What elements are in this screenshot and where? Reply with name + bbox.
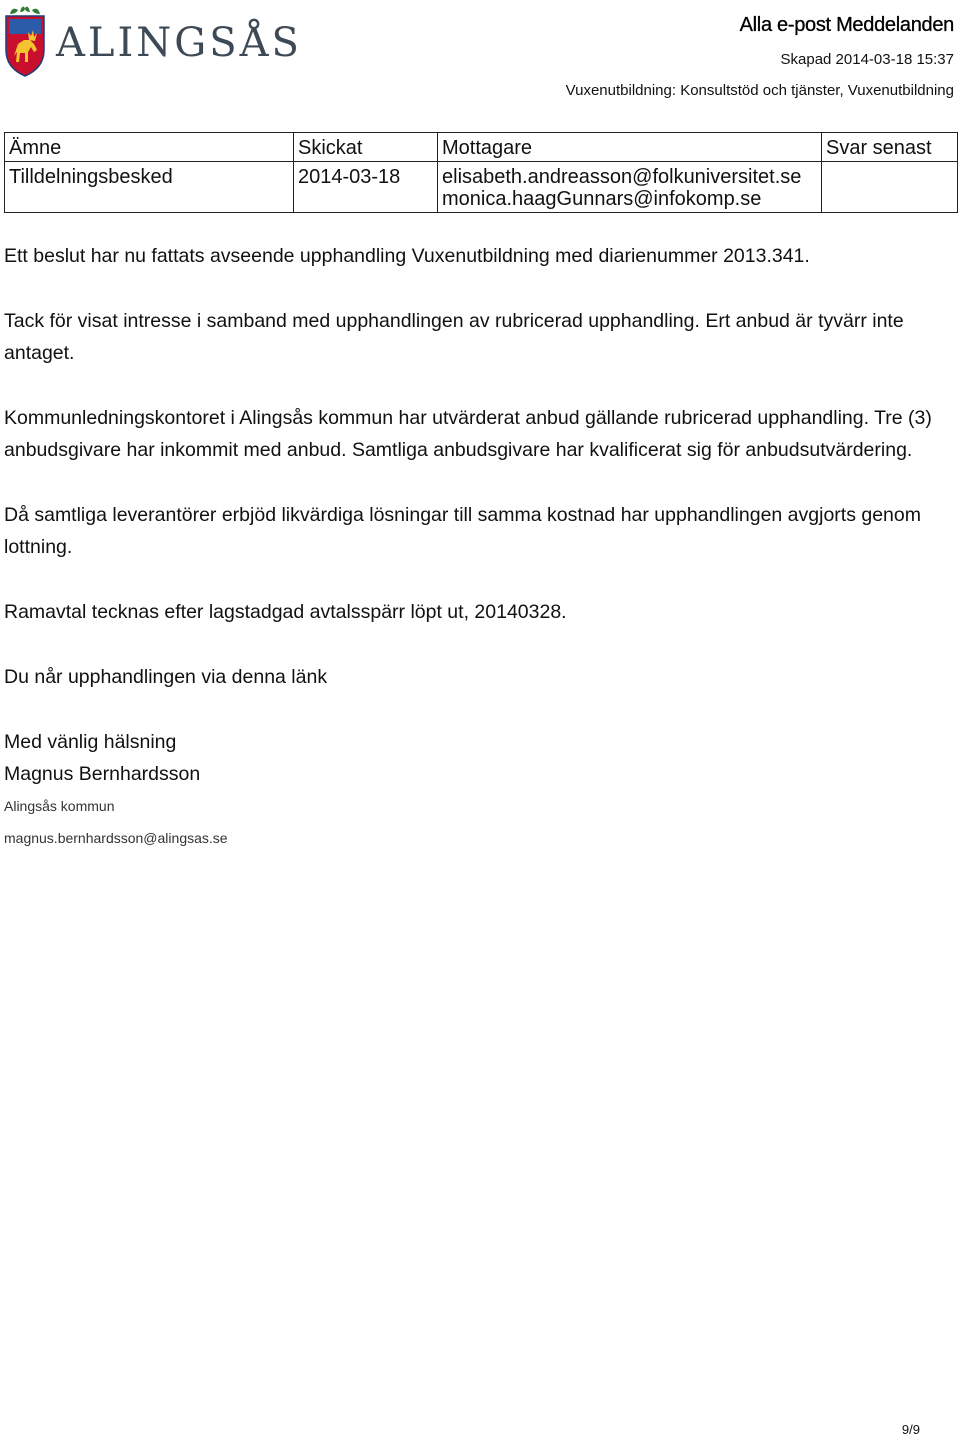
page-number: 9/9 — [901, 1422, 920, 1437]
signature-organization: Alingsås kommun — [4, 798, 115, 814]
paragraph-decision: Ett beslut har nu fattats avseende upphandling Vuxenutbildning med diarienummer 2013.341. — [4, 245, 810, 267]
cell-recipients — [438, 162, 822, 213]
paragraph-link: Du når upphandlingen via denna länk — [4, 666, 328, 688]
signature-greeting: Med vänlig hälsning — [4, 731, 177, 753]
table-row — [5, 162, 958, 213]
message-table — [4, 132, 958, 213]
alingsas-logo — [4, 6, 304, 78]
signature-name: Magnus Bernhardsson — [4, 763, 201, 785]
message-body — [4, 240, 956, 854]
paragraph-framework: Ramavtal tecknas efter lagstadgad avtalsspärr löpt ut, 20140328. — [4, 601, 567, 623]
table-header-row — [5, 133, 958, 162]
cell-reply-by — [822, 162, 958, 213]
signature-email[interactable]: magnus.bernhardsson@alingsas.se — [4, 830, 228, 846]
recipient-email[interactable]: elisabeth.andreasson@folkuniversitet.se — [442, 166, 802, 188]
column-header-sent: Skickat — [294, 133, 438, 162]
column-header-subject: Ämne — [5, 133, 294, 162]
created-timestamp: Skapad 2014-03-18 15:37 — [780, 51, 954, 68]
column-header-recipient: Mottagare — [438, 133, 822, 162]
document-header — [566, 14, 954, 99]
brand-wordmark: ALINGSÅS — [56, 20, 302, 66]
cell-subject: Tilldelningsbesked — [5, 162, 294, 213]
paragraph-lottery: Då samtliga leverantörer erbjöd likvärdiga lösningar till samma kostnad har upphandlingen avgjorts genom lottning. — [4, 504, 921, 558]
coat-of-arms-icon — [6, 7, 44, 76]
paragraph-thanks: Tack för visat intresse i samband med upphandlingen av rubricerad upphandling. Ert anbud är tyvärr inte antaget. — [4, 310, 904, 364]
paragraph-evaluation: Kommunledningskontoret i Alingsås kommun har utvärderat anbud gällande rubricerad upphandling. Tre (3) anbudsgivare har inkommit med anbud. Samtliga anbudsgivare har kvalificerat sig för anbudsutvärdering. — [4, 407, 932, 461]
document-title: Alla e-post Meddelanden — [739, 14, 954, 36]
column-header-reply-by: Svar senast — [822, 133, 958, 162]
recipient-email[interactable]: monica.haagGunnars@infokomp.se — [442, 188, 762, 210]
cell-sent: 2014-03-18 — [294, 162, 438, 213]
procurement-subtitle: Vuxenutbildning: Konsultstöd och tjänster, Vuxenutbildning — [565, 82, 954, 99]
